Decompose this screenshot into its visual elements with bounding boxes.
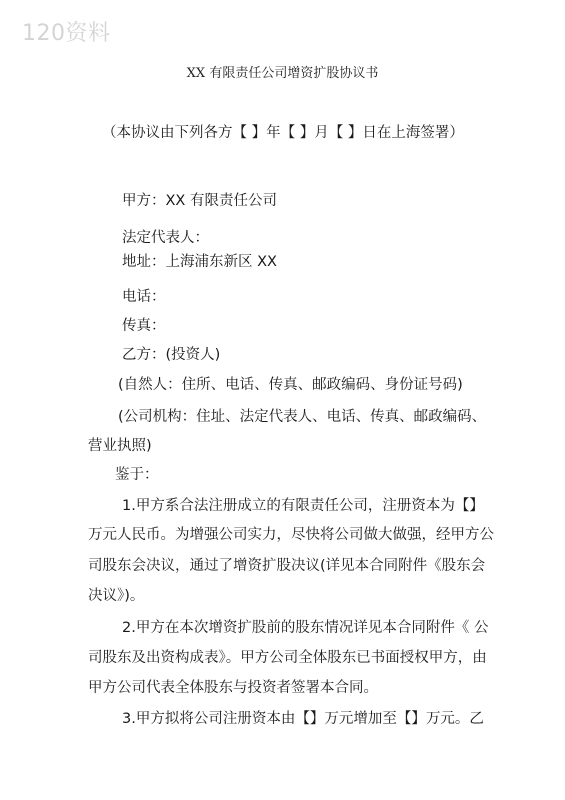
party-a-address: 地址：上海浦东新区 XX: [122, 254, 277, 270]
watermark-logo: 120资料: [22, 21, 111, 46]
clause-1-line-4: 决议》)。: [88, 588, 145, 604]
party-a-name: 甲方：XX 有限责任公司: [122, 193, 277, 209]
whereas-heading: 鉴于：: [115, 467, 159, 483]
party-b-name: 乙方：(投资人): [122, 347, 221, 363]
clause-2-line-3: 甲方公司代表全体股东与投资者签署本合同。: [88, 680, 378, 696]
party-b-company: (公司机构：住址、法定代表人、电话、传真、邮政编码、: [118, 409, 487, 425]
party-b-natural-person: (自然人：住所、电话、传真、邮政编码、身份证号码): [118, 377, 463, 393]
clause-2-line-1: 2.甲方在本次增资扩股前的股东情况详见本合同附件《 公: [122, 620, 489, 636]
party-a-fax: 传真：: [122, 318, 166, 334]
clause-1-line-3: 司股东会决议，通过了增资扩股决议(详见本合同附件《股东会: [88, 558, 486, 574]
party-a-representative: 法定代表人：: [122, 230, 209, 246]
clause-2-line-2: 司股东及出资构成表》。甲方公司全体股东已书面授权甲方，由: [88, 650, 487, 666]
clause-1-line-2: 万元人民币。为增强公司实力，尽快将公司做大做强，经甲方公: [88, 527, 494, 543]
signing-note: （本协议由下列各方【 】年【 】月【 】日在上海签署）: [102, 125, 464, 141]
clause-3-line-1: 3.甲方拟将公司注册资本由【】万元增加至【】万元。乙: [122, 711, 484, 727]
document-title: XX 有限责任公司增资扩股协议书: [186, 66, 379, 81]
party-b-company-continued: 营业执照): [88, 438, 152, 454]
party-a-phone: 电话：: [122, 289, 166, 305]
clause-1-line-1: 1.甲方系合法注册成立的有限责任公司，注册资本为【】: [122, 498, 484, 514]
